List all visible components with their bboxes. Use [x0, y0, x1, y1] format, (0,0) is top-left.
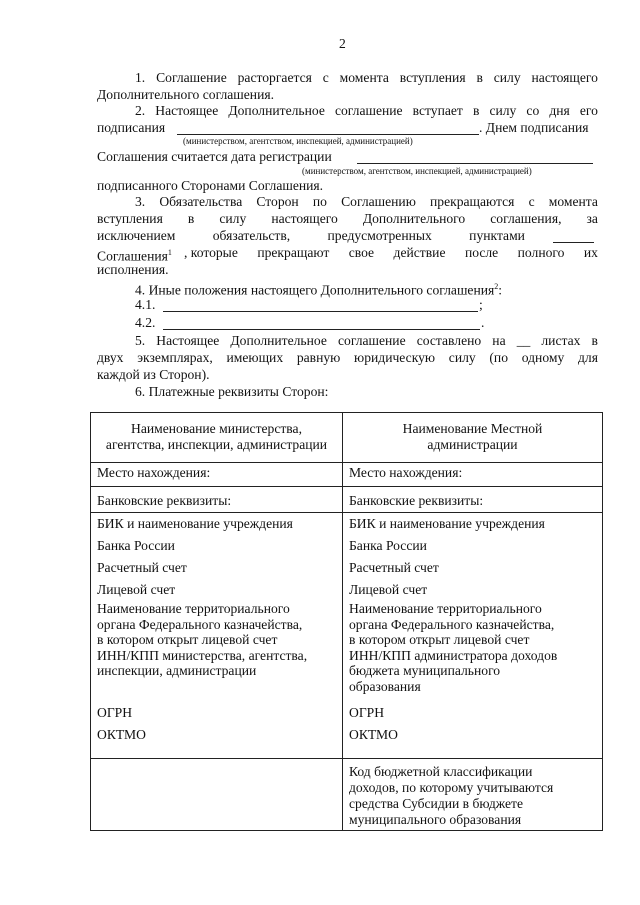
word: в — [472, 103, 480, 118]
word: за — [586, 211, 598, 226]
treasury-block — [349, 601, 598, 694]
word: Настоящее — [155, 103, 219, 118]
settlement-account-label: Расчетный счет — [349, 560, 439, 575]
header-right-line-1: Наименование Местной — [402, 421, 543, 436]
para-5-line-1 — [135, 333, 598, 349]
treasury-block — [97, 601, 338, 679]
word: имеющих — [226, 350, 284, 365]
word: момента — [339, 70, 389, 85]
bik-label: БИК и наименование учреждения — [97, 516, 293, 531]
treasury-line: органа Федерального казначейства, — [349, 616, 555, 632]
treasury-line: ИНН/КПП министерства, агентства, — [97, 647, 308, 663]
word: силу — [448, 350, 476, 365]
registrar-blank-line — [357, 163, 593, 164]
para-2-line-4: подписанного Сторонами Соглашения. — [97, 178, 324, 193]
personal-account-label: Лицевой счет — [97, 582, 176, 597]
agency-hint: (министерством, агентством, инспекцией, администрацией) — [183, 136, 413, 146]
table-header-left — [91, 413, 343, 463]
settlement-account-label: Расчетный счет — [97, 560, 187, 575]
registrar-hint: (министерством, агентством, инспекцией, администрацией) — [302, 166, 532, 176]
treasury-line: Наименование территориального — [97, 601, 290, 616]
bank-russia-label: Банка России — [349, 538, 427, 553]
page-number: 2 — [339, 36, 346, 51]
word: прекращаются — [430, 194, 515, 209]
treasury-line: ИНН/КПП администратора доходов — [349, 647, 558, 663]
payment-requisites-table — [90, 412, 603, 831]
item-4-2-end: . — [481, 315, 485, 330]
para-3-line-3 — [97, 228, 525, 244]
word: на — [492, 333, 506, 348]
budget-code-left-empty — [91, 759, 343, 831]
ogrn-label: ОГРН — [349, 705, 385, 720]
word: 1. — [135, 70, 146, 85]
para-2-line-1 — [135, 103, 598, 119]
treasury-line: в котором открыт лицевой счет — [349, 632, 530, 647]
word: прекращают — [257, 245, 330, 260]
word: силу — [493, 70, 521, 85]
word: полного — [517, 245, 565, 260]
footnote-1-mark: 1 — [167, 248, 172, 257]
word: одному — [521, 350, 565, 365]
word: Дополнительное — [230, 333, 327, 348]
bank-russia-label: Банка России — [97, 538, 175, 553]
para-3-line-2 — [97, 211, 598, 227]
right-bank-block — [343, 513, 603, 759]
para-2-line-2-end: . Днем подписания — [479, 120, 589, 135]
bank-details-label: Банковские реквизиты: — [97, 493, 232, 508]
word: силу — [489, 103, 517, 118]
treasury-line: в котором открыт лицевой счет — [97, 632, 278, 647]
word: Сторон — [256, 194, 299, 209]
word: двух — [97, 350, 124, 365]
word: настоящего — [531, 70, 598, 85]
treasury-line: бюджета муниципального — [349, 663, 501, 678]
word: в — [476, 70, 483, 85]
personal-account-label: Лицевой счет — [349, 582, 428, 597]
item-4-2-blank — [163, 329, 480, 330]
item-4-1-label: 4.1. — [135, 297, 156, 312]
item-4-1-blank — [163, 311, 478, 312]
word: обязательств, — [212, 228, 291, 243]
agency-blank-line — [177, 134, 479, 135]
ogrn-label: ОГРН — [97, 704, 133, 720]
word: Обязательства — [159, 194, 243, 209]
word: предусмотренных — [327, 228, 432, 243]
word: с — [528, 194, 535, 209]
bank-details-label: Банковские реквизиты: — [349, 493, 484, 508]
para-4-colon: : — [498, 282, 503, 298]
treasury-line: Наименование территориального — [349, 601, 542, 616]
word: равную — [296, 350, 341, 365]
bank-details-right — [343, 487, 603, 513]
table-header-right — [343, 413, 603, 463]
budget-code-line: Код бюджетной классификации — [349, 764, 533, 779]
location-left — [91, 463, 343, 487]
word: Соглашению — [341, 194, 416, 209]
header-left-line-2: агентства, инспекции, администрации — [105, 437, 328, 452]
para-3-line-4 — [184, 245, 598, 261]
budget-code-line: муниципального образования — [349, 812, 522, 827]
para-4-text: 4. Иные положения настоящего Дополнительного соглашения — [135, 282, 495, 298]
word: его — [579, 103, 598, 118]
budget-code-cell — [343, 759, 603, 831]
word: соглашение — [338, 333, 406, 348]
clauses-blank-line — [553, 242, 594, 243]
word: вступает — [412, 103, 463, 118]
treasury-line: инспекции, администрации — [97, 663, 257, 678]
word: силу — [219, 211, 247, 226]
word: составлено — [416, 333, 482, 348]
budget-code-line: средства Субсидии в бюджете — [349, 796, 524, 811]
word: экземплярах, — [137, 350, 213, 365]
agreement-word: Соглашения — [97, 248, 168, 264]
word: пунктами — [469, 228, 525, 243]
para-5-line-2 — [97, 350, 598, 366]
para-6: 6. Платежные реквизиты Сторон: — [135, 384, 329, 399]
word: свое — [348, 245, 375, 260]
word: 5. — [135, 333, 146, 348]
para-3-line-1 — [135, 194, 598, 210]
word: в — [591, 333, 598, 348]
location-label: Место нахождения: — [97, 465, 211, 480]
oktmo-label: ОКТМО — [349, 727, 398, 742]
word: листах — [541, 333, 581, 348]
word: их — [583, 245, 598, 260]
treasury-line: органа Федерального казначейства, — [97, 616, 303, 632]
para-5-line-3: каждой из Сторон). — [97, 367, 210, 382]
word: момента — [548, 194, 598, 209]
para-2-line-2-start: подписания — [97, 120, 166, 135]
item-4-2-label: 4.2. — [135, 315, 156, 330]
word: Дополнительного — [362, 211, 466, 226]
location-right — [343, 463, 603, 487]
word: для — [578, 350, 598, 365]
word: 3. — [135, 194, 146, 209]
word: в — [187, 211, 195, 226]
word: юридическую — [354, 350, 436, 365]
para-2-line-3: Соглашения считается дата регистрации — [97, 149, 332, 164]
word: вступления — [97, 211, 163, 226]
word: по — [312, 194, 327, 209]
word: расторгается — [237, 70, 312, 85]
header-left-line-1: Наименование министерства, — [131, 421, 302, 436]
word: Соглашение — [156, 70, 227, 85]
word: действие — [393, 245, 446, 260]
word: со — [526, 103, 540, 118]
word: 2. — [135, 103, 146, 118]
word: после — [464, 245, 499, 260]
word: __ — [516, 333, 531, 348]
word: исключением — [97, 228, 176, 243]
word: дня — [549, 103, 570, 118]
left-bank-block — [91, 513, 343, 759]
word: (по — [489, 350, 509, 365]
header-right-line-2: администрации — [427, 437, 518, 452]
location-label: Место нахождения: — [349, 465, 463, 480]
item-4-1-end: ; — [479, 297, 483, 312]
word: соглашение — [334, 103, 403, 118]
footnote-2-mark: 2 — [494, 282, 499, 291]
word: Настоящее — [156, 333, 220, 348]
word: соглашения, — [490, 211, 562, 226]
word: Дополнительное — [228, 103, 325, 118]
word: , которые — [184, 245, 238, 260]
budget-code-line: доходов, по которому учитываются — [349, 780, 554, 795]
word: настоящего — [271, 211, 338, 226]
word: с — [322, 70, 329, 85]
para-4 — [135, 279, 502, 299]
para-1-line-2: Дополнительного соглашения. — [97, 87, 274, 102]
bik-label: БИК и наименование учреждения — [349, 516, 545, 531]
word: вступления — [399, 70, 466, 85]
oktmo-label: ОКТМО — [97, 726, 146, 742]
treasury-line: образования — [349, 678, 421, 694]
bank-details-left — [91, 487, 343, 513]
para-1-line-1 — [135, 70, 598, 86]
para-3-line-5: исполнения. — [97, 262, 169, 277]
